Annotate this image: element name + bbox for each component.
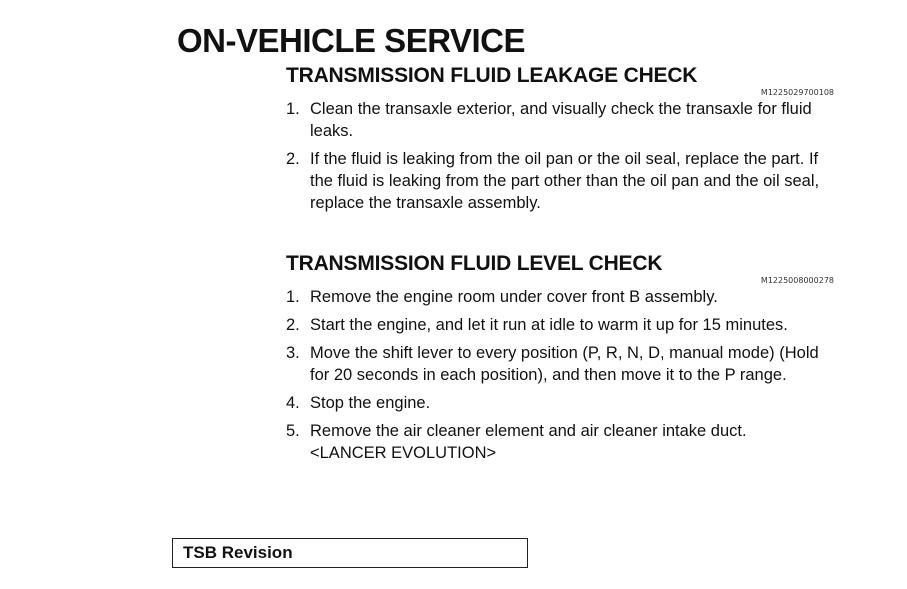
step-text: Start the engine, and let it run at idle to warm it up for 15 minutes. [310,316,788,334]
list-item [286,286,826,308]
step-number: 3. [286,344,300,362]
step-text: If the fluid is leaking from the oil pan or the oil seal, replace the part. If the fluid is leaking from the part other than the oil pan and the oil seal, replace the transaxle assembly. [310,150,820,212]
step-text: Remove the air cleaner element and air cleaner intake duct. <LANCER EVOLUTION> [310,422,747,462]
list-item [286,392,826,414]
list-item [286,148,826,214]
step-number: 1. [286,288,300,306]
section-fluid-level-check [286,252,846,470]
page-title: ON-VEHICLE SERVICE [177,22,525,59]
section-fluid-leakage-check [286,64,846,220]
section-heading: TRANSMISSION FLUID LEVEL CHECK [286,252,663,275]
steps-list [286,98,846,214]
step-text: Move the shift lever to every position (P, R, N, D, manual mode) (Hold for 20 seconds in each position), and then move it to the P range. [310,344,819,384]
step-number: 4. [286,394,300,412]
reference-code: M1225008000278 [760,276,834,285]
list-item [286,314,826,336]
step-number: 5. [286,422,300,440]
steps-list [286,286,846,464]
step-text: Remove the engine room under cover front B assembly. [310,288,718,306]
step-text: Stop the engine. [310,394,431,412]
list-item [286,342,826,386]
list-item [286,420,826,464]
tsb-revision-label: TSB Revision [183,543,293,562]
tsb-revision-box [172,538,528,568]
section-heading: TRANSMISSION FLUID LEAKAGE CHECK [286,64,698,87]
step-number: 2. [286,316,300,334]
step-text: Clean the transaxle exterior, and visually check the transaxle for fluid leaks. [310,100,812,140]
step-number: 1. [286,100,300,118]
step-number: 2. [286,150,300,168]
reference-code: M1225029700108 [760,88,834,97]
list-item [286,98,826,142]
